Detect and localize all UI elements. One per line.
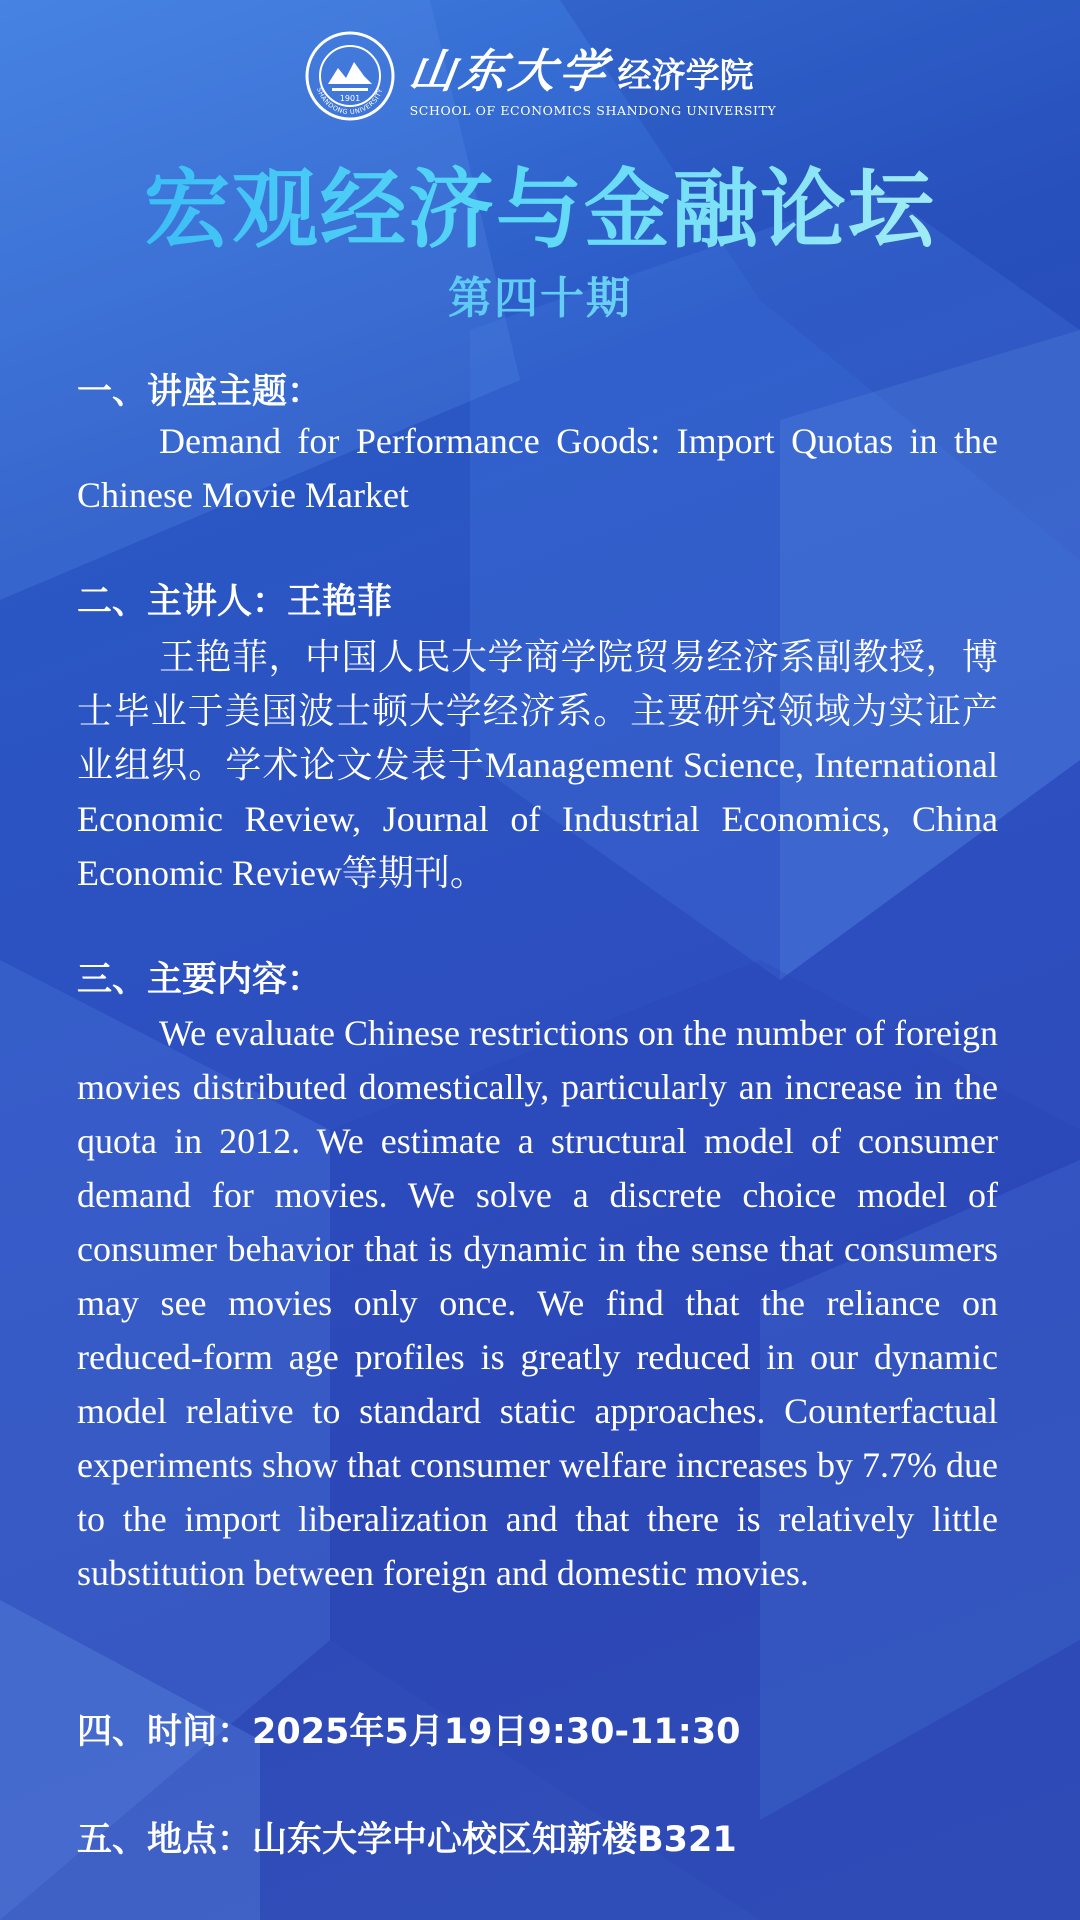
topic-heading: 一、讲座主题： xyxy=(77,372,323,412)
content-abstract: We evaluate Chinese restrictions on the number of foreign movies distributed domestically, particularly an increase in the quota in 2012. We estimate a structural model of consumer demand for movies. We solve a discrete choice model of consumer behavior that is dynamic in the sense that consumers may see movies only once. We find that the reliance on reduced-form age profiles is greatly reduced in our dynamic model relative to standard static approaches. Counterfactual experiments show that consumer welfare increases by 7.7% due to the import liberalization and that there is relatively little substitution between foreign and domestic movies. xyxy=(77,1013,998,1593)
school-logo-header xyxy=(0,30,1080,122)
speaker-bio: 王艳菲，中国人民大学商学院贸易经济系副教授，博士毕业于美国波士顿大学经济系。主要研究领域为实证产业组织。学术论文发表于Management Science, International Economic Review, Journal of Industrial Economics, China Economic Review等期刊。 xyxy=(77,637,998,893)
speaker-heading: 二、主讲人：王艳菲 xyxy=(77,582,393,622)
issue-number: 第四十期 xyxy=(0,262,1080,326)
location-heading: 五、地点：山东大学中心校区知新楼B321 xyxy=(77,1820,737,1860)
university-calligraphy-name: 山东大学 xyxy=(405,43,614,98)
seal-year: 1901 xyxy=(339,94,360,103)
content-heading: 三、主要内容： xyxy=(77,960,323,1000)
school-name: 经济学院 xyxy=(617,55,754,96)
university-seal-icon xyxy=(304,30,396,122)
seal-ring-text: SHANDONG UNIVERSITY xyxy=(314,86,385,117)
time-heading: 四、时间：2025年5月19日9:30-11:30 xyxy=(77,1712,741,1752)
school-english-name: SCHOOL OF ECONOMICS SHANDONG UNIVERSITY xyxy=(409,102,777,118)
topic-text: Demand for Performance Goods: Import Quotas in the Chinese Movie Market xyxy=(77,421,998,515)
forum-title: 宏观经济与金融论坛 xyxy=(0,140,1080,264)
